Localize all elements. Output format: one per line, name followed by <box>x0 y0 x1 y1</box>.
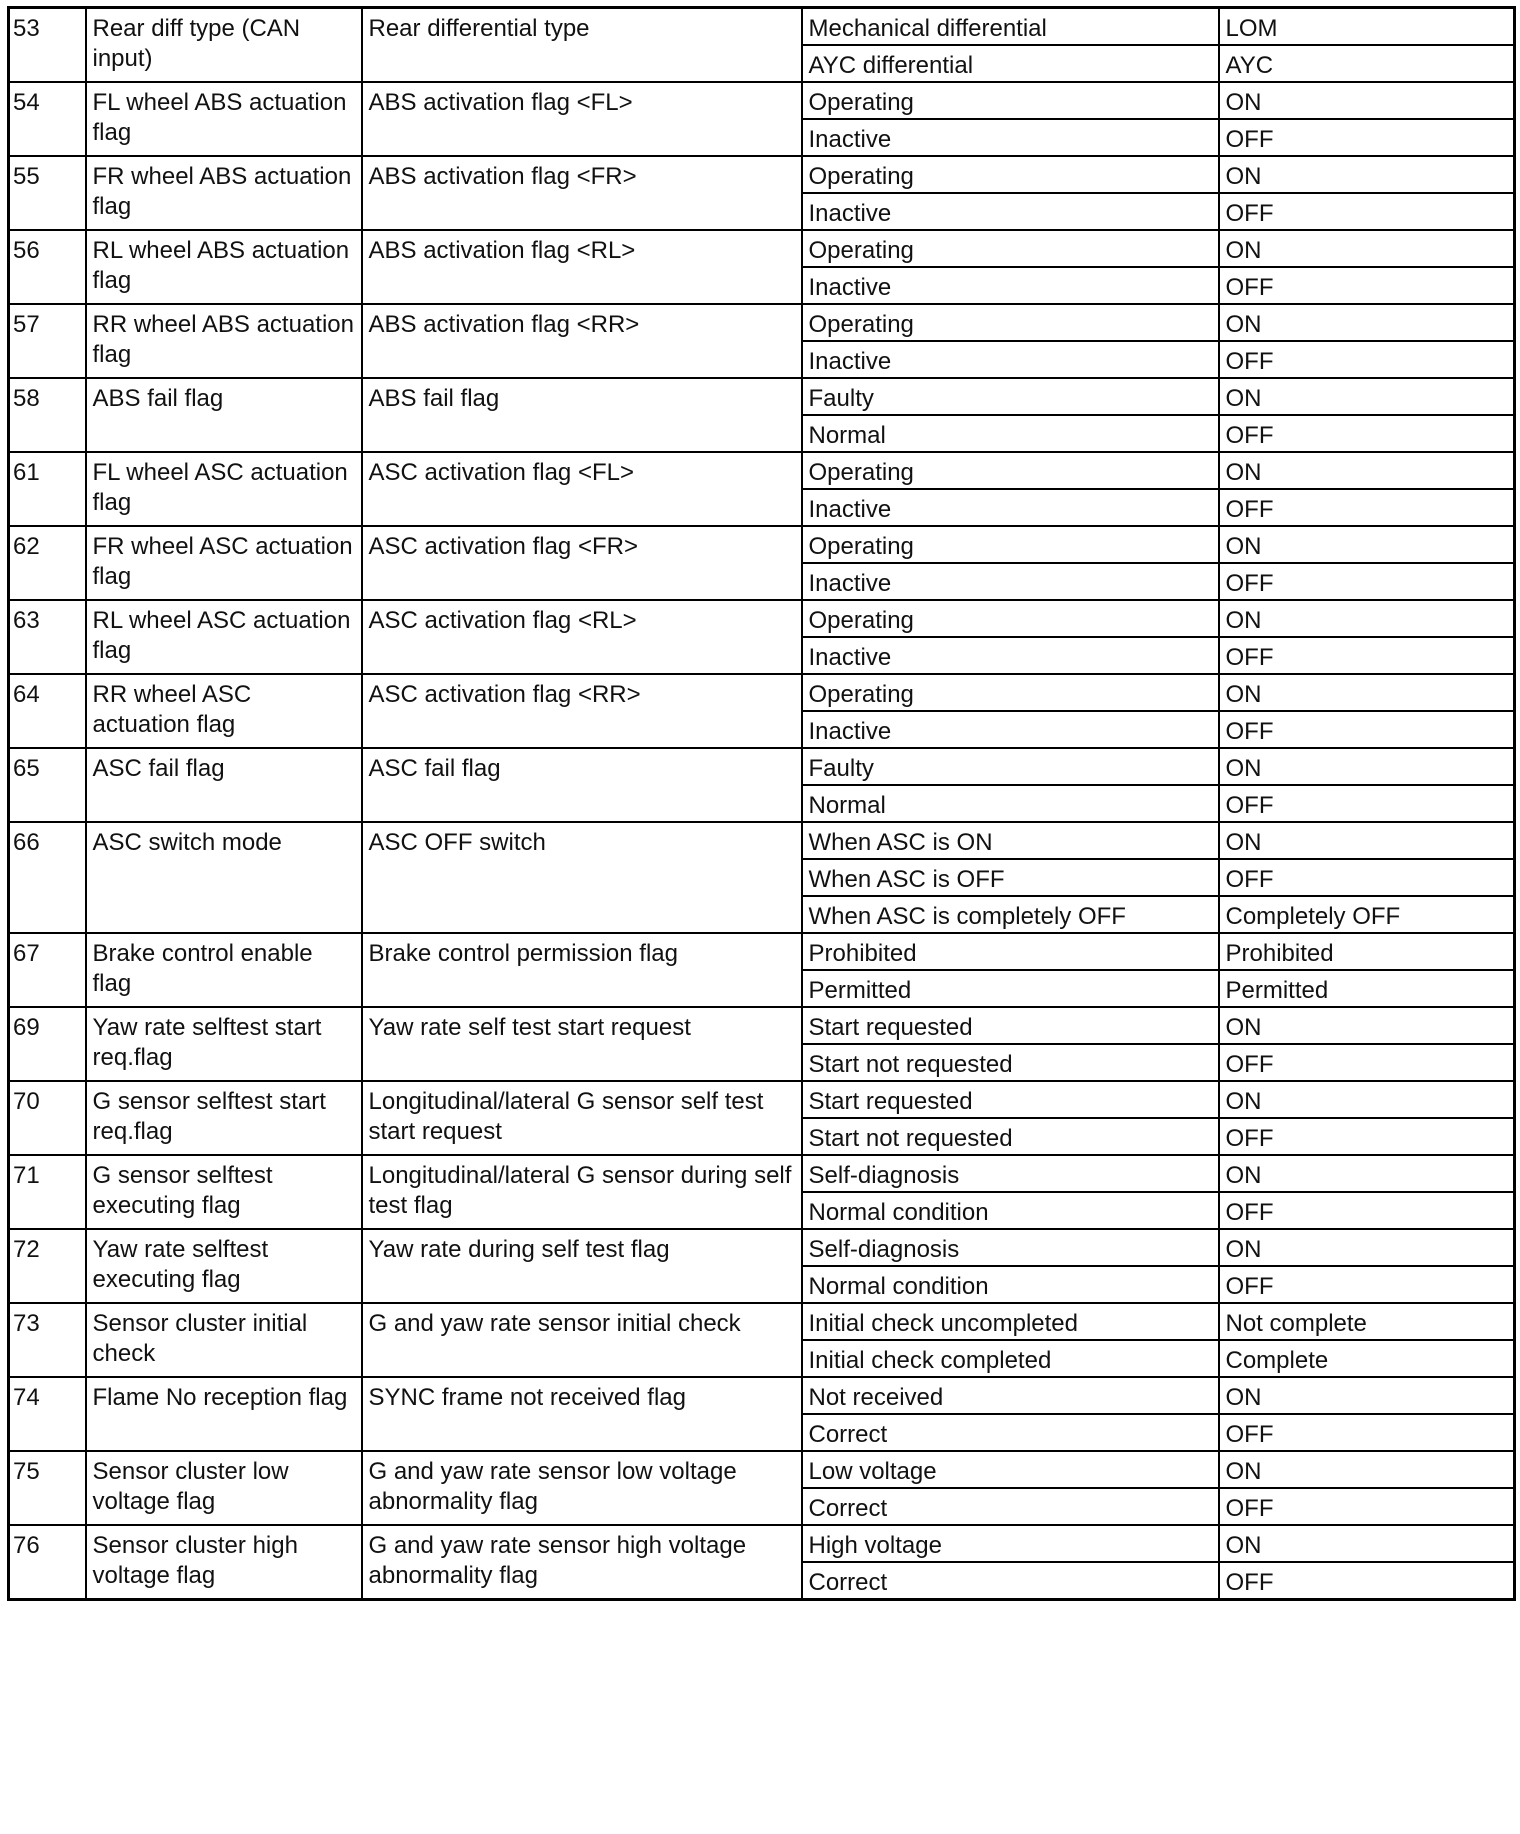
service-data-table <box>7 6 1516 1601</box>
state-condition: Operating <box>802 452 1219 489</box>
item-name: Yaw rate selftest start req.flag <box>86 1007 362 1081</box>
state-condition: Mechanical differential <box>802 8 1219 46</box>
item-name: Sensor cluster high voltage flag <box>86 1525 362 1600</box>
table-row <box>9 1525 1515 1562</box>
state-display: ON <box>1219 748 1515 785</box>
item-name: FR wheel ABS actuation flag <box>86 156 362 230</box>
item-description: ABS fail flag <box>362 378 802 452</box>
state-display: ON <box>1219 822 1515 859</box>
item-name: G sensor selftest start req.flag <box>86 1081 362 1155</box>
state-display: OFF <box>1219 1192 1515 1229</box>
table-row <box>9 526 1515 563</box>
item-number: 63 <box>9 600 86 674</box>
state-display: Permitted <box>1219 970 1515 1007</box>
item-number: 55 <box>9 156 86 230</box>
state-condition: Inactive <box>802 711 1219 748</box>
item-description: ABS activation flag <RR> <box>362 304 802 378</box>
state-display: OFF <box>1219 859 1515 896</box>
item-description: ASC fail flag <box>362 748 802 822</box>
state-condition: Operating <box>802 156 1219 193</box>
item-number: 75 <box>9 1451 86 1525</box>
state-condition: Normal <box>802 415 1219 452</box>
state-condition: Inactive <box>802 267 1219 304</box>
state-condition: Start requested <box>802 1007 1219 1044</box>
state-condition: Correct <box>802 1562 1219 1600</box>
state-display: OFF <box>1219 1044 1515 1081</box>
state-condition: Initial check completed <box>802 1340 1219 1377</box>
state-display: ON <box>1219 1081 1515 1118</box>
item-number: 73 <box>9 1303 86 1377</box>
state-display: Completely OFF <box>1219 896 1515 933</box>
item-description: ASC activation flag <RL> <box>362 600 802 674</box>
table-row <box>9 1303 1515 1340</box>
state-display: OFF <box>1219 119 1515 156</box>
state-condition: AYC differential <box>802 45 1219 82</box>
state-condition: Normal condition <box>802 1192 1219 1229</box>
table-row <box>9 600 1515 637</box>
table-row <box>9 1155 1515 1192</box>
state-display: ON <box>1219 378 1515 415</box>
state-display: ON <box>1219 1525 1515 1562</box>
state-condition: Self-diagnosis <box>802 1229 1219 1266</box>
state-display: OFF <box>1219 489 1515 526</box>
state-condition: Initial check uncompleted <box>802 1303 1219 1340</box>
item-number: 67 <box>9 933 86 1007</box>
item-name: Sensor cluster low voltage flag <box>86 1451 362 1525</box>
table-body <box>9 8 1515 1600</box>
item-description: Yaw rate during self test flag <box>362 1229 802 1303</box>
state-display: Prohibited <box>1219 933 1515 970</box>
table-row <box>9 674 1515 711</box>
item-number: 76 <box>9 1525 86 1600</box>
state-display: ON <box>1219 600 1515 637</box>
item-description: ABS activation flag <RL> <box>362 230 802 304</box>
item-description: G and yaw rate sensor high voltage abnormality flag <box>362 1525 802 1600</box>
state-condition: Operating <box>802 674 1219 711</box>
state-condition: Prohibited <box>802 933 1219 970</box>
state-condition: Self-diagnosis <box>802 1155 1219 1192</box>
state-display: OFF <box>1219 711 1515 748</box>
table-row <box>9 8 1515 46</box>
item-description: G and yaw rate sensor low voltage abnormality flag <box>362 1451 802 1525</box>
state-display: OFF <box>1219 415 1515 452</box>
item-description: ASC activation flag <FR> <box>362 526 802 600</box>
state-condition: High voltage <box>802 1525 1219 1562</box>
item-number: 69 <box>9 1007 86 1081</box>
item-number: 71 <box>9 1155 86 1229</box>
item-name: Rear diff type (CAN input) <box>86 8 362 83</box>
table-row <box>9 1229 1515 1266</box>
state-condition: Normal condition <box>802 1266 1219 1303</box>
state-display: ON <box>1219 1451 1515 1488</box>
state-condition: Not received <box>802 1377 1219 1414</box>
state-display: ON <box>1219 452 1515 489</box>
item-description: ABS activation flag <FR> <box>362 156 802 230</box>
item-number: 58 <box>9 378 86 452</box>
item-number: 56 <box>9 230 86 304</box>
item-name: Sensor cluster initial check <box>86 1303 362 1377</box>
table-row <box>9 230 1515 267</box>
item-description: Yaw rate self test start request <box>362 1007 802 1081</box>
item-number: 65 <box>9 748 86 822</box>
state-display: OFF <box>1219 1266 1515 1303</box>
table-row <box>9 1377 1515 1414</box>
table-row <box>9 1081 1515 1118</box>
table-row <box>9 156 1515 193</box>
table-row <box>9 378 1515 415</box>
table-row <box>9 1007 1515 1044</box>
state-display: OFF <box>1219 193 1515 230</box>
state-display: OFF <box>1219 1562 1515 1600</box>
item-name: RR wheel ASC actuation flag <box>86 674 362 748</box>
state-display: ON <box>1219 1155 1515 1192</box>
state-display: ON <box>1219 1229 1515 1266</box>
item-description: ASC activation flag <FL> <box>362 452 802 526</box>
state-display: LOM <box>1219 8 1515 46</box>
state-condition: When ASC is ON <box>802 822 1219 859</box>
state-display: Not complete <box>1219 1303 1515 1340</box>
item-name: FR wheel ASC actuation flag <box>86 526 362 600</box>
state-condition: Low voltage <box>802 1451 1219 1488</box>
state-display: AYC <box>1219 45 1515 82</box>
state-display: ON <box>1219 674 1515 711</box>
state-condition: Operating <box>802 304 1219 341</box>
item-name: RL wheel ASC actuation flag <box>86 600 362 674</box>
item-description: Longitudinal/lateral G sensor self test start request <box>362 1081 802 1155</box>
state-condition: Operating <box>802 600 1219 637</box>
item-number: 54 <box>9 82 86 156</box>
item-number: 57 <box>9 304 86 378</box>
state-display: ON <box>1219 1377 1515 1414</box>
item-description: Rear differential type <box>362 8 802 83</box>
state-condition: Correct <box>802 1488 1219 1525</box>
state-condition: Inactive <box>802 341 1219 378</box>
item-number: 61 <box>9 452 86 526</box>
item-name: FL wheel ASC actuation flag <box>86 452 362 526</box>
item-number: 74 <box>9 1377 86 1451</box>
item-name: ASC fail flag <box>86 748 362 822</box>
state-condition: Inactive <box>802 119 1219 156</box>
state-display: OFF <box>1219 785 1515 822</box>
item-number: 70 <box>9 1081 86 1155</box>
item-name: G sensor selftest executing flag <box>86 1155 362 1229</box>
state-display: ON <box>1219 304 1515 341</box>
state-display: OFF <box>1219 1118 1515 1155</box>
state-condition: Start not requested <box>802 1118 1219 1155</box>
item-number: 64 <box>9 674 86 748</box>
state-display: ON <box>1219 82 1515 119</box>
state-display: OFF <box>1219 341 1515 378</box>
item-description: Longitudinal/lateral G sensor during self test flag <box>362 1155 802 1229</box>
state-display: OFF <box>1219 1414 1515 1451</box>
state-condition: Faulty <box>802 748 1219 785</box>
state-condition: When ASC is completely OFF <box>802 896 1219 933</box>
item-description: ASC OFF switch <box>362 822 802 933</box>
item-name: FL wheel ABS actuation flag <box>86 82 362 156</box>
table-row <box>9 933 1515 970</box>
state-condition: When ASC is OFF <box>802 859 1219 896</box>
state-condition: Start requested <box>802 1081 1219 1118</box>
table-row <box>9 1451 1515 1488</box>
state-display: ON <box>1219 156 1515 193</box>
item-name: Yaw rate selftest executing flag <box>86 1229 362 1303</box>
item-number: 72 <box>9 1229 86 1303</box>
state-condition: Inactive <box>802 637 1219 674</box>
state-condition: Start not requested <box>802 1044 1219 1081</box>
state-condition: Operating <box>802 82 1219 119</box>
item-description: SYNC frame not received flag <box>362 1377 802 1451</box>
item-name: ABS fail flag <box>86 378 362 452</box>
item-description: Brake control permission flag <box>362 933 802 1007</box>
table-row <box>9 82 1515 119</box>
item-name: RR wheel ABS actuation flag <box>86 304 362 378</box>
table-row <box>9 304 1515 341</box>
item-number: 53 <box>9 8 86 83</box>
state-condition: Faulty <box>802 378 1219 415</box>
item-number: 66 <box>9 822 86 933</box>
item-description: ABS activation flag <FL> <box>362 82 802 156</box>
state-display: OFF <box>1219 1488 1515 1525</box>
state-condition: Correct <box>802 1414 1219 1451</box>
item-name: Brake control enable flag <box>86 933 362 1007</box>
state-display: OFF <box>1219 563 1515 600</box>
item-name: RL wheel ABS actuation flag <box>86 230 362 304</box>
state-display: Complete <box>1219 1340 1515 1377</box>
item-name: Flame No reception flag <box>86 1377 362 1451</box>
state-condition: Permitted <box>802 970 1219 1007</box>
state-display: ON <box>1219 526 1515 563</box>
table-row <box>9 452 1515 489</box>
item-description: G and yaw rate sensor initial check <box>362 1303 802 1377</box>
item-name: ASC switch mode <box>86 822 362 933</box>
state-condition: Inactive <box>802 193 1219 230</box>
state-condition: Operating <box>802 230 1219 267</box>
item-number: 62 <box>9 526 86 600</box>
state-condition: Normal <box>802 785 1219 822</box>
state-display: OFF <box>1219 267 1515 304</box>
state-display: ON <box>1219 230 1515 267</box>
table-row <box>9 748 1515 785</box>
item-description: ASC activation flag <RR> <box>362 674 802 748</box>
state-condition: Inactive <box>802 563 1219 600</box>
table-row <box>9 822 1515 859</box>
state-condition: Operating <box>802 526 1219 563</box>
state-condition: Inactive <box>802 489 1219 526</box>
state-display: ON <box>1219 1007 1515 1044</box>
state-display: OFF <box>1219 637 1515 674</box>
